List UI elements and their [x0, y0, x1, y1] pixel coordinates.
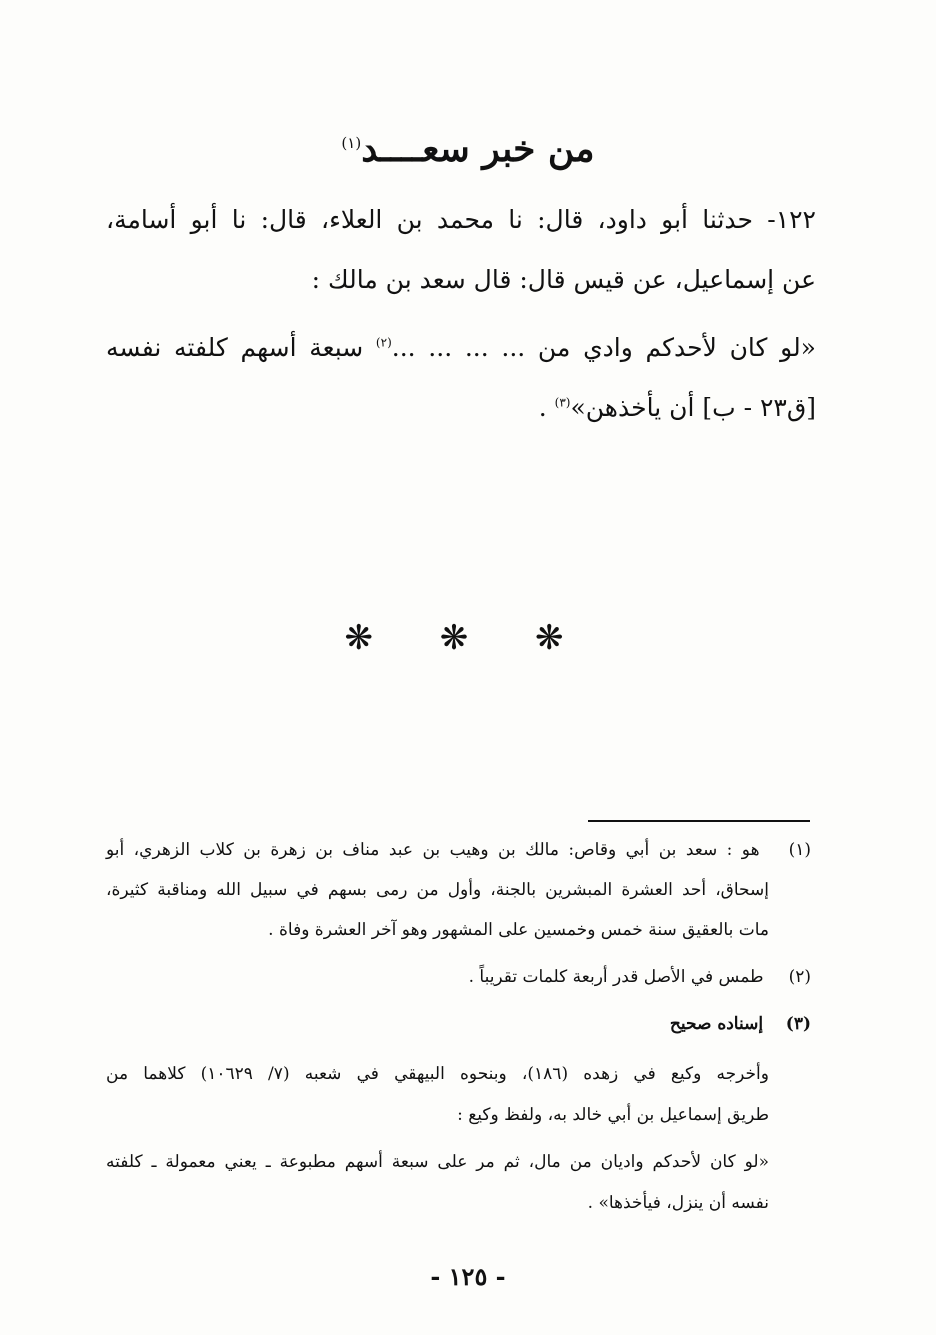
footnote-2-number: (٢): [788, 967, 811, 987]
footnote-3-line-1: وأخرجه وكيع في زهده (١٨٦)، وبنحوه البيهقي في شعبه (٧/ ١٠٦٢٩) كلاهما من: [106, 1064, 769, 1084]
hadith-line-3: [106, 333, 816, 362]
hadith-footnote-ref-3: (٣): [554, 395, 571, 410]
section-title: [0, 128, 936, 170]
footnote-1-number: (١): [788, 840, 812, 860]
footnote-divider: [588, 820, 810, 822]
footnote-1-line-1: [106, 840, 811, 860]
footnote-3-line-4: نفسه أن ينزل، فيأخذها» .: [587, 1193, 769, 1213]
footnote-3-heading: [106, 1014, 811, 1034]
footnote-3-line-3: «لو كان لأحدكم واديان من مال، ثم مر على سبعة أسهم مطبوعة ـ يعني معمولة ـ كلفته: [106, 1152, 769, 1172]
hadith-line-4-text-b: .: [538, 393, 555, 422]
hadith-line-3-text-a: «لو كان لأحدكم وادي من ... ... ... ...: [391, 333, 816, 362]
section-separator: ❋ ❋ ❋: [344, 618, 592, 658]
hadith-line-2: عن إسماعيل، عن قيس قال: قال سعد بن مالك :: [311, 265, 816, 294]
footnote-2-text: طمس في الأصل قدر أربعة كلمات تقريباً .: [468, 967, 764, 987]
hadith-footnote-ref-2: (٢): [375, 335, 392, 350]
title-text: من خبر سعــــد: [361, 128, 595, 170]
hadith-line-1: ١٢٢- حدثنا أبو داود، قال: نا محمد بن العلاء، قال: نا أبو أسامة،: [106, 205, 816, 234]
hadith-line-4: [106, 393, 816, 422]
footnote-1-line-2: إسحاق، أحد العشرة المبشرين بالجنة، وأول من رمى بسهم في سبيل الله ومناقبة كثيرة،: [106, 880, 769, 900]
footnote-1-text-1: هو : سعد بن أبي وقاص: مالك بن وهيب بن عبد مناف بن زهرة بن كلاب الزهري، أبو: [106, 840, 760, 860]
hadith-line-4-text-a: [ق٢٣ - ب] أن يأخذهن»: [570, 393, 816, 422]
footnote-3-line-2: طريق إسماعيل بن أبي خالد به، ولفظ وكيع :: [457, 1105, 769, 1125]
page-number: - ١٢٥ -: [430, 1262, 506, 1291]
footnote-3-head-text: إسناده صحيح: [669, 1014, 764, 1034]
footnote-2: [106, 967, 811, 987]
footnote-1-line-3: مات بالعقيق سنة خمس وخمسين على المشهور وهو آخر العشرة وفاة .: [268, 920, 769, 940]
footnote-3-number: (٣): [785, 1014, 811, 1034]
hadith-line-3-text-b: سبعة أسهم كلفته نفسه: [106, 333, 376, 362]
title-footnote-ref: (١): [341, 134, 362, 152]
